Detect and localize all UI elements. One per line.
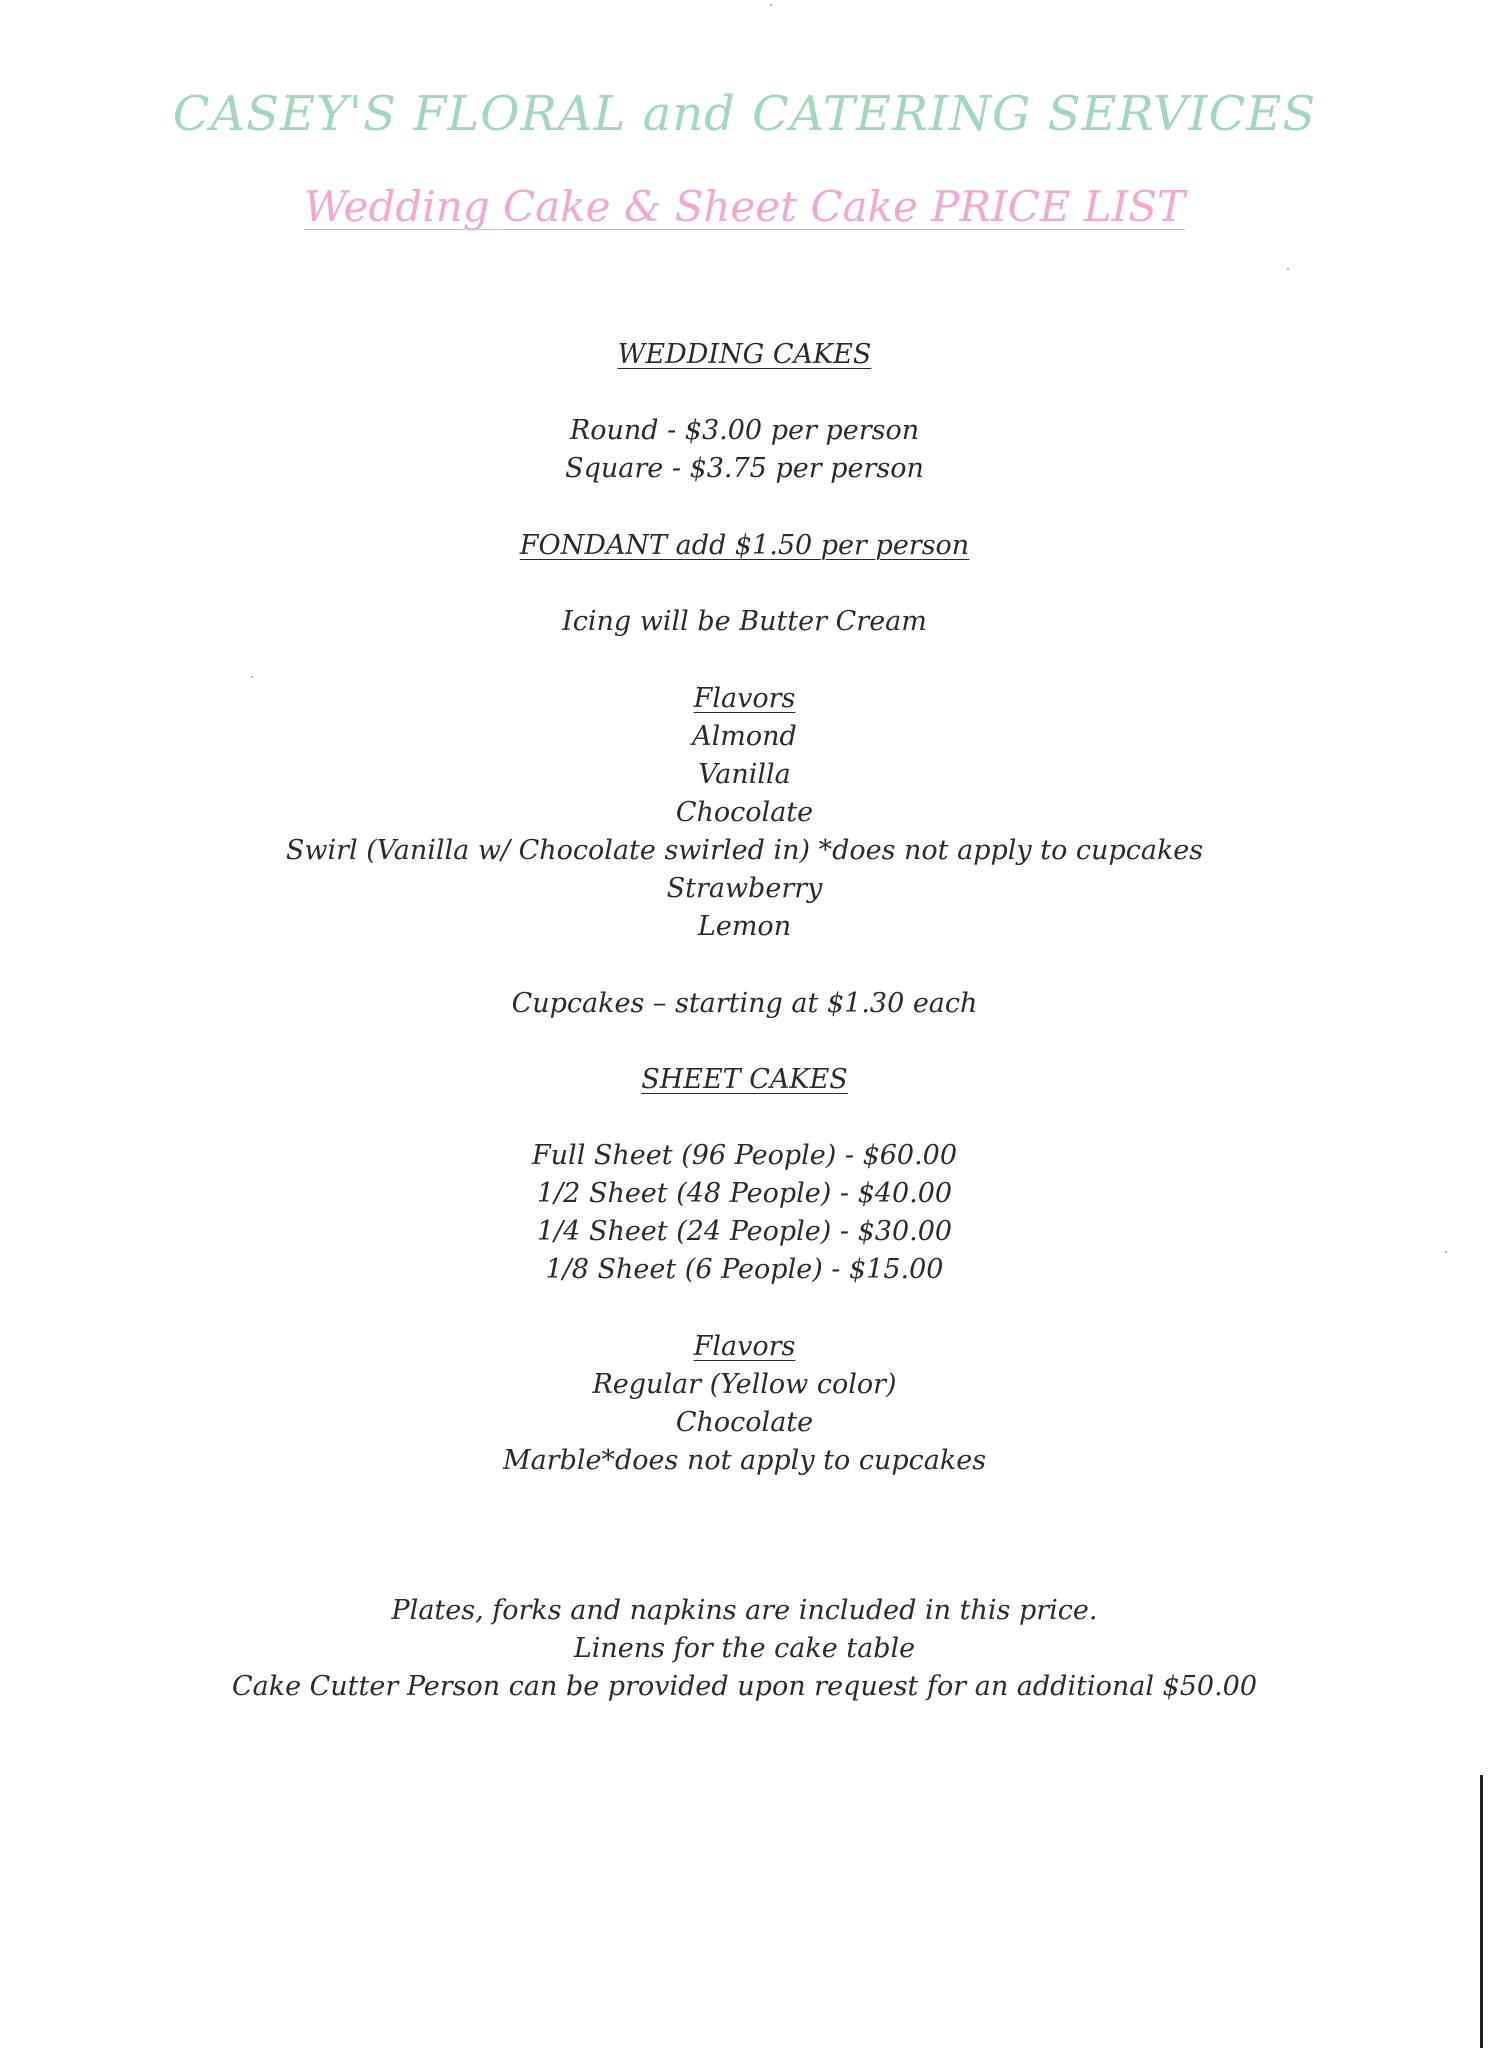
sheet-price-item: Full Sheet (96 People) - $60.00	[531, 1140, 958, 1171]
sheet-flavor-item: Marble*does not apply to cupcakes	[502, 1445, 987, 1476]
business-name: CASEY'S FLORAL and CATERING SERVICES	[172, 86, 1317, 142]
sheet-flavors-heading-text: Flavors	[693, 1331, 796, 1362]
wedding-flavor-item: Vanilla	[698, 759, 791, 790]
cupcakes-price: Cupcakes – starting at $1.30 each	[511, 988, 978, 1019]
wedding-flavors-heading	[0, 680, 1489, 718]
sheet-flavor-item: Regular (Yellow color)	[592, 1369, 897, 1400]
sheet-cakes-heading-text: SHEET CAKES	[641, 1064, 848, 1095]
scan-speck	[1287, 268, 1289, 270]
scan-edge-mark	[1480, 1775, 1483, 2048]
sheet-flavors-heading	[0, 1328, 1489, 1366]
wedding-cakes-heading	[0, 336, 1489, 374]
fondant-note-text: FONDANT add $1.50 per person	[519, 530, 970, 561]
scan-speck	[251, 676, 253, 678]
sheet-flavor-item: Chocolate	[675, 1407, 814, 1438]
scan-speck	[1445, 1251, 1447, 1253]
price-list-title-text: Wedding Cake & Sheet Cake PRICE LIST	[303, 182, 1186, 231]
wedding-cakes-heading-text: WEDDING CAKES	[617, 339, 872, 370]
wedding-flavor-item: Lemon	[697, 911, 792, 942]
sheet-cakes-heading	[0, 1061, 1489, 1099]
scan-speck	[770, 4, 772, 6]
wedding-flavor-item: Almond	[692, 721, 797, 752]
sheet-price-item: 1/8 Sheet (6 People) - $15.00	[545, 1254, 944, 1285]
note-line: Cake Cutter Person can be provided upon request for an additional $50.00	[231, 1671, 1258, 1702]
note-line: Linens for the cake table	[573, 1633, 916, 1664]
sheet-price-item: 1/2 Sheet (48 People) - $40.00	[536, 1178, 953, 1209]
wedding-flavor-item: Chocolate	[675, 797, 814, 828]
price-list-title	[0, 180, 1489, 234]
fondant-note	[0, 527, 1489, 565]
note-line: Plates, forks and napkins are included in this price.	[391, 1595, 1098, 1626]
icing-note: Icing will be Butter Cream	[562, 606, 927, 637]
wedding-flavor-item: Swirl (Vanilla w/ Chocolate swirled in) *does not apply to cupcakes	[285, 835, 1204, 866]
wedding-flavors-heading-text: Flavors	[693, 683, 796, 714]
wedding-flavor-item: Strawberry	[666, 873, 823, 904]
wedding-price-square: Square - $3.75 per person	[565, 453, 924, 484]
wedding-price-round: Round - $3.00 per person	[569, 415, 920, 446]
sheet-price-item: 1/4 Sheet (24 People) - $30.00	[536, 1216, 953, 1247]
